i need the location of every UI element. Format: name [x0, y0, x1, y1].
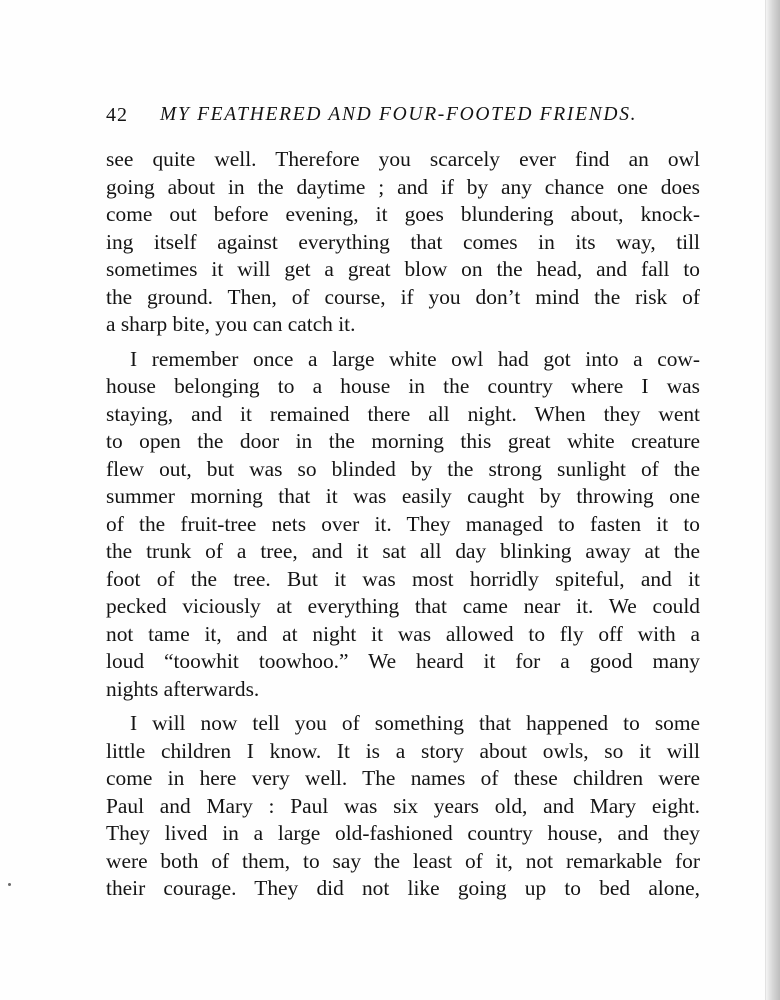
- page-number: 42: [106, 104, 128, 126]
- text-line: come in here very well. The names of these children were: [106, 766, 700, 790]
- text-line: They lived in a large old-fashioned country house, and they: [106, 821, 700, 845]
- text-line: to open the door in the morning this great white creature: [106, 429, 700, 453]
- body-text: [106, 146, 700, 903]
- text-line: I remember once a large white owl had got into a cow-: [130, 346, 700, 371]
- text-line: come out before evening, it goes blundering about, knock-: [106, 202, 700, 226]
- page-edge-shadow: [766, 0, 780, 1000]
- text-line: were both of them, to say the least of it, not remarkable for: [106, 848, 700, 873]
- text-line: I will now tell you of something that happened to some: [130, 711, 700, 735]
- text-line: of the fruit-tree nets over it. They managed to fasten it to: [106, 511, 700, 536]
- text-line: the ground. Then, of course, if you don’t mind the risk of: [106, 284, 700, 309]
- text-line: pecked viciously at everything that came near it. We could: [106, 594, 700, 618]
- text-line: staying, and it remained there all night. When they went: [106, 401, 700, 426]
- text-line: sometimes it will get a great blow on the head, and fall to: [106, 257, 700, 281]
- running-head: [106, 104, 700, 134]
- text-line: nights afterwards.: [106, 676, 260, 701]
- text-line: loud “toowhit toowhoo.” We heard it for a good many: [106, 649, 700, 673]
- paper-speck: [8, 883, 11, 886]
- text-line: foot of the tree. But it was most horridly spiteful, and it: [106, 566, 700, 591]
- paragraph-gap: [106, 339, 700, 346]
- text-line: little children I know. It is a story about owls, so it will: [106, 738, 700, 763]
- text-line: going about in the daytime ; and if by any chance one does: [106, 174, 700, 199]
- text-line: house belonging to a house in the country where I was: [106, 374, 700, 398]
- text-line: flew out, but was so blinded by the strong sunlight of the: [106, 456, 700, 481]
- text-line: the trunk of a tree, and it sat all day blinking away at the: [106, 539, 700, 563]
- text-line: summer morning that it was easily caught by throwing one: [106, 484, 700, 508]
- text-line: not tame it, and at night it was allowed to fly off with a: [106, 621, 700, 646]
- paragraph-gap: [106, 703, 700, 710]
- text-line: their courage. They did not like going up to bed alone,: [106, 876, 700, 900]
- text-line: ing itself against everything that comes in its way, till: [106, 229, 700, 254]
- running-title: MY FEATHERED AND FOUR-FOOTED FRIENDS.: [160, 104, 638, 125]
- text-line: a sharp bite, you can catch it.: [106, 312, 356, 336]
- text-line: see quite well. Therefore you scarcely ever find an owl: [106, 147, 700, 171]
- text-line: Paul and Mary : Paul was six years old, and Mary eight.: [106, 793, 700, 818]
